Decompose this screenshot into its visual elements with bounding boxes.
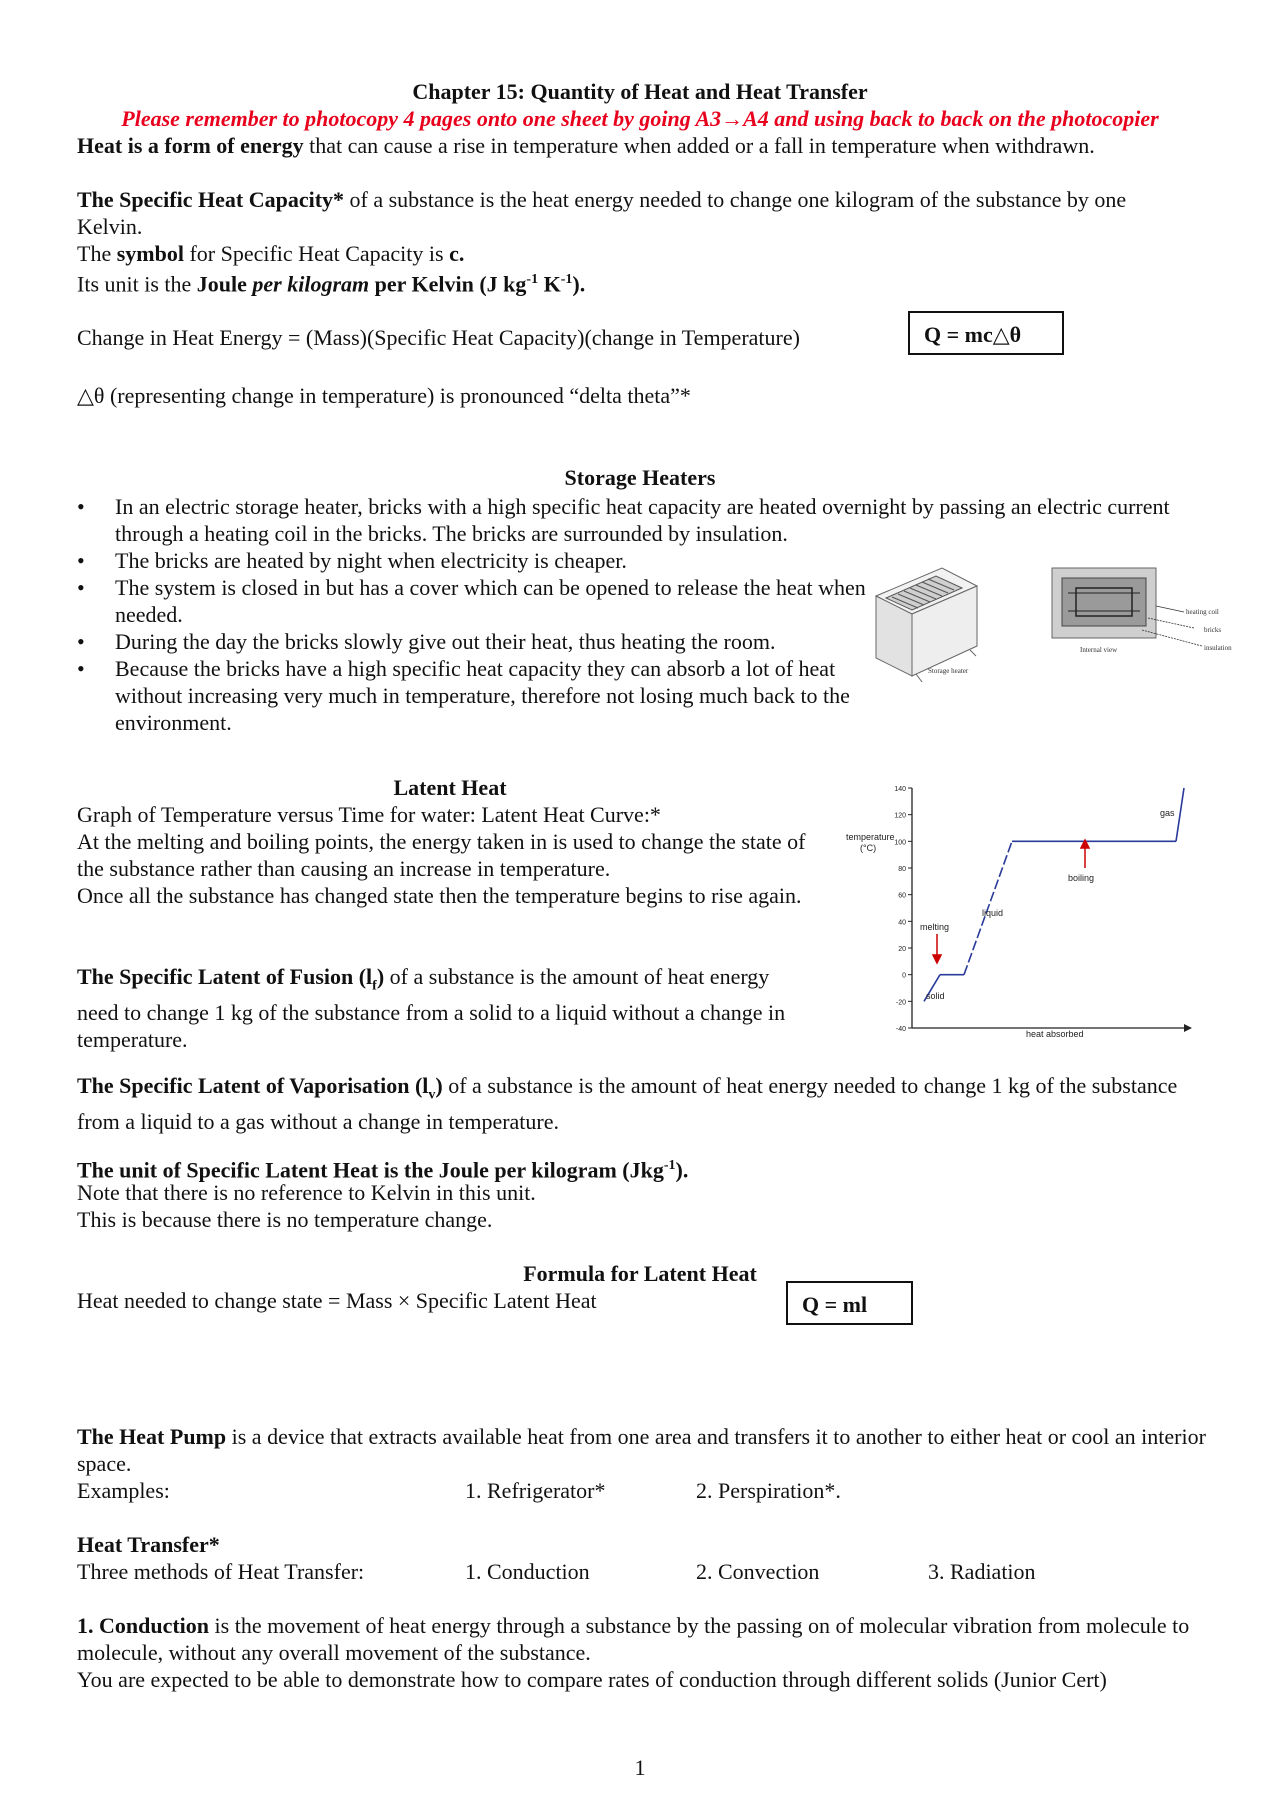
intro-bold: Heat is a form of energy xyxy=(77,133,304,158)
x-axis-arrowhead xyxy=(1184,1024,1192,1032)
example-perspiration: 2. Perspiration*. xyxy=(696,1478,841,1503)
intro-text: that can cause a rise in temperature when added or a fall in temperature when withdrawn. xyxy=(303,133,1095,158)
bricks-label: bricks xyxy=(1204,626,1222,634)
insulation-label: insulation xyxy=(1204,644,1232,652)
shc-term: The Specific Heat Capacity* xyxy=(77,187,345,212)
vap-term-end: ) xyxy=(435,1073,443,1098)
y-axis-unit: (°C) xyxy=(860,843,877,853)
y-tick-label: 120 xyxy=(894,812,906,820)
melting-arrowhead xyxy=(933,955,941,963)
fusion-text: of a substance is the amount of heat energy need to change 1 kg of the substance from a solid to a liquid without a change in temperature. xyxy=(77,964,786,1053)
latent-text-block xyxy=(77,801,812,909)
formula-heading: Formula for Latent Heat xyxy=(523,1261,757,1286)
conduction-definition xyxy=(77,1612,1207,1666)
latent-formula-box: Q = ml xyxy=(786,1281,913,1325)
y-tick-label: -40 xyxy=(895,1026,906,1033)
storage-bullet: • During the day the bricks slowly give out their heat, thus heating the room. xyxy=(77,628,895,655)
shc-unit-pre: Its unit is the xyxy=(77,271,197,297)
conduction-text: is the movement of heat energy through a substance by the passing on of molecular vibration from molecule to molecule, without any overall movement of the substance. xyxy=(77,1613,1190,1665)
heat-pump-text: is a device that extracts available heat from one area and transfers it to another to either heat or cool an interior space. xyxy=(77,1424,1206,1476)
heat-pump-term: The Heat Pump xyxy=(77,1424,227,1449)
shc-symbol-value: c. xyxy=(449,241,465,266)
fusion-definition xyxy=(77,963,812,1053)
curve-segment xyxy=(1176,788,1184,841)
storage-heading: Storage Heaters xyxy=(564,465,716,490)
shc-symbol-word: symbol xyxy=(116,241,184,266)
page-number: 1 xyxy=(634,1755,646,1780)
storage-heater-label: Storage heater xyxy=(928,667,969,675)
example-refrigerator: 1. Refrigerator* xyxy=(465,1478,606,1503)
fusion-term-end: ) xyxy=(376,964,385,989)
examples-label: Examples: xyxy=(77,1478,170,1503)
vap-text: of a substance is the amount of heat energy needed to change 1 kg of the substance from a liquid to a gas without a change in temperature. xyxy=(77,1073,1178,1135)
internal-view-label: Internal view xyxy=(1080,646,1118,654)
shc-definition xyxy=(77,186,1187,240)
method-convection: 2. Convection xyxy=(696,1559,820,1584)
storage-bullet: • In an electric storage heater, bricks with a high specific heat capacity are heated overnight by passing an electric current through a heating coil in the bricks. The bricks are surrounded by insulation. xyxy=(77,493,1197,547)
page-title: Chapter 15: Quantity of Heat and Heat Transfer xyxy=(412,79,868,104)
shc-unit-joule: Joule xyxy=(196,271,253,297)
latent-formula-text: Heat needed to change state = Mass × Specific Latent Heat xyxy=(77,1288,597,1313)
conduction-term: 1. Conduction xyxy=(77,1613,210,1638)
storage-heater-image xyxy=(876,568,977,682)
storage-bullet: • Because the bricks have a high specific heat capacity they can absorb a lot of heat without increasing very much in temperature, therefore not losing much back to the environment. xyxy=(77,655,895,736)
y-tick-label: 40 xyxy=(898,919,906,927)
y-axis-label: temperature xyxy=(846,832,895,842)
shc-def-text: of a substance is the heat energy needed to change one kilogram of the substance by one Kelvin. xyxy=(77,187,1127,239)
melting-label: melting xyxy=(920,922,950,932)
shc-unit-perkg: per kilogram xyxy=(252,271,370,297)
internal-view-image xyxy=(1052,568,1202,646)
storage-heater-figure xyxy=(872,548,1242,688)
latent-heading: Latent Heat xyxy=(393,775,507,800)
y-tick-label: 100 xyxy=(894,839,906,847)
shc-unit-k: K xyxy=(538,271,561,297)
shc-symbol-line xyxy=(77,240,464,267)
liquid-label: liquid xyxy=(982,908,1004,918)
storage-bullet: • The bricks are heated by night when electricity is cheaper. xyxy=(77,547,1197,574)
method-radiation: 3. Radiation xyxy=(928,1559,1036,1584)
heat-transfer-heading: Heat Transfer* xyxy=(77,1532,220,1557)
shc-unit-exp1: -1 xyxy=(526,272,539,287)
vap-subscript: v xyxy=(428,1087,436,1103)
latent-line: Graph of Temperature versus Time for water: Latent Heat Curve:* xyxy=(77,802,661,827)
shc-unit-end: ). xyxy=(572,271,586,297)
gas-label: gas xyxy=(1160,808,1175,818)
latent-line: Once all the substance has changed state then the temperature begins to rise again. xyxy=(77,883,802,908)
shc-symbol-mid: for Specific Heat Capacity is xyxy=(183,241,450,266)
heating-coil-label: heating coil xyxy=(1186,608,1219,616)
boiling-label: boiling xyxy=(1068,873,1095,883)
latent-note-1: Note that there is no reference to Kelvin in this unit. xyxy=(77,1180,536,1205)
shc-formula-box: Q = mc△θ xyxy=(908,311,1064,355)
photocopy-notice: Please remember to photocopy 4 pages onto one sheet by going A3→A4 and using back to back on the photocopier xyxy=(121,106,1159,131)
y-tick-label: -20 xyxy=(895,999,906,1007)
vaporisation-definition xyxy=(77,1072,1207,1135)
y-tick-label: 80 xyxy=(898,866,906,873)
method-conduction: 1. Conduction xyxy=(465,1559,590,1584)
y-tick-label: 20 xyxy=(898,946,906,953)
storage-bullet: • The system is closed in but has a cover which can be opened to release the heat when needed. xyxy=(77,574,895,628)
shc-unit-exp2: -1 xyxy=(560,272,573,287)
solid-label: solid xyxy=(926,991,945,1001)
vap-term: The Specific Latent of Vaporisation (l xyxy=(77,1073,429,1098)
shc-equation-text: Change in Heat Energy = (Mass)(Specific Heat Capacity)(change in Temperature) xyxy=(77,325,800,350)
y-tick-label: 0 xyxy=(902,972,906,980)
latent-unit-exp: -1 xyxy=(663,1158,676,1173)
x-axis-label: heat absorbed xyxy=(1026,1029,1084,1039)
delta-theta-note: △θ (representing change in temperature) is pronounced “delta theta”* xyxy=(77,383,691,408)
conduction-note: You are expected to be able to demonstrate how to compare rates of conduction through different solids (Junior Cert) xyxy=(77,1667,1107,1692)
shc-unit-line xyxy=(77,266,585,297)
intro-paragraph xyxy=(77,132,1207,159)
y-tick-label: 140 xyxy=(894,786,906,793)
fusion-subscript: f xyxy=(372,978,377,994)
heat-transfer-label: Three methods of Heat Transfer: xyxy=(77,1559,365,1584)
latent-unit-text: The unit of Specific Latent Heat is the Joule per kilogram (Jkg xyxy=(77,1157,664,1183)
shc-unit-perkelvin: per Kelvin (J kg xyxy=(369,271,527,297)
latent-note-2: This is because there is no temperature change. xyxy=(77,1207,493,1232)
y-tick-label: 60 xyxy=(898,892,906,900)
fusion-term: The Specific Latent of Fusion (l xyxy=(77,964,373,989)
latent-line: At the melting and boiling points, the energy taken in is used to change the state of the substance rather than causing an increase in temperature. xyxy=(77,829,806,881)
latent-heat-chart xyxy=(840,780,1200,1040)
heat-pump-definition xyxy=(77,1423,1207,1477)
shc-symbol-pre: The xyxy=(77,241,117,266)
latent-unit-end: ). xyxy=(675,1157,689,1183)
